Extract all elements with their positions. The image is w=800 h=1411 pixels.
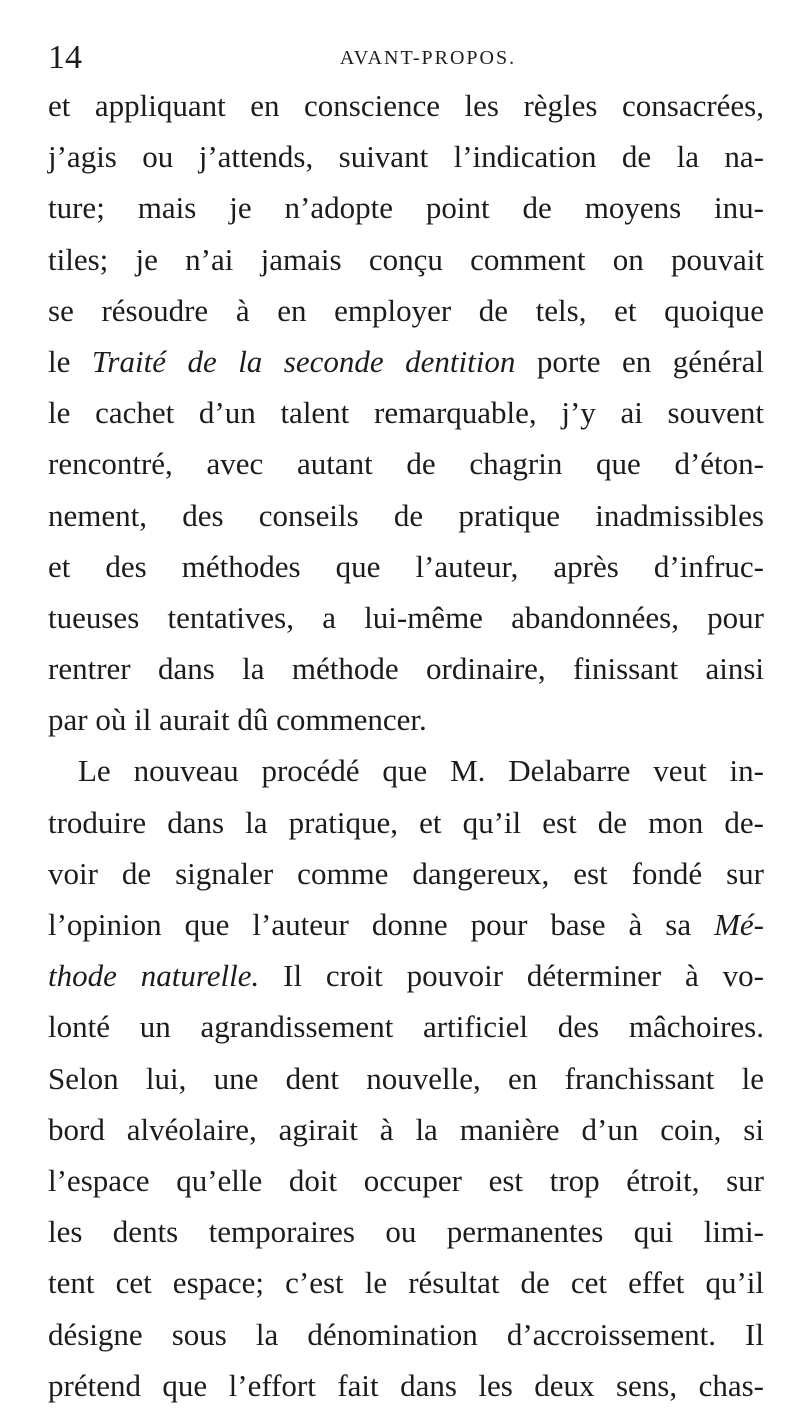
text-run: Le nouveau procédé que M. Delabarre veut in- <box>78 753 764 789</box>
text-line <box>48 592 764 643</box>
text-line <box>48 387 764 438</box>
text-line <box>48 336 764 387</box>
text-line <box>48 1360 764 1411</box>
text-line <box>48 182 764 233</box>
text-run: Il croit pouvoir déterminer à vo- <box>259 958 764 994</box>
text-run: nement, des conseils de pratique inadmissibles <box>48 497 764 533</box>
text-run: tueuses tentatives, a lui-même abandonnées, pour <box>48 599 764 635</box>
text-line <box>48 643 764 694</box>
text-run: l’opinion que l’auteur donne pour base à sa <box>48 907 715 942</box>
text-run: bord alvéolaire, agirait à la manière d’un coin, si <box>48 1111 764 1147</box>
text-line <box>48 848 764 899</box>
text-line <box>48 797 764 848</box>
text-run: tiles; je n’ai jamais conçu comment on pouvait <box>48 241 764 277</box>
text-line <box>48 1155 764 1206</box>
text-line <box>48 1001 764 1052</box>
text-run: et appliquant en conscience les règles consacrées, <box>48 88 764 123</box>
text-run: par où il aurait dû commencer. <box>48 702 427 738</box>
italic-text: thode naturelle. <box>48 958 260 994</box>
text-run: tent cet espace; c’est le résultat de cet effet qu’il <box>48 1265 764 1301</box>
text-line <box>48 234 764 285</box>
text-line <box>48 1309 764 1360</box>
text-line <box>48 285 764 336</box>
running-head <box>48 38 768 78</box>
text-run: voir de signaler comme dangereux, est fondé sur <box>48 855 764 891</box>
text-run: rentrer dans la méthode ordinaire, finissant ainsi <box>48 651 764 687</box>
text-run: le <box>48 343 92 379</box>
text-run: désigne sous la dénomination d’accroissement. Il <box>48 1316 764 1352</box>
text-line <box>48 899 764 950</box>
text-line <box>48 1206 764 1257</box>
text-run: Selon lui, une dent nouvelle, en franchissant le <box>48 1060 764 1096</box>
text-line <box>48 490 764 541</box>
text-run: j’agis ou j’attends, suivant l’indication de la na- <box>48 139 764 175</box>
text-run: ture; mais je n’adopte point de moyens inu- <box>48 190 764 226</box>
text-run: le cachet d’un talent remarquable, j’y ai souvent <box>48 395 764 431</box>
text-run: les dents temporaires ou permanentes qui limi- <box>48 1214 764 1250</box>
body-text <box>48 80 764 1411</box>
text-line <box>48 1257 764 1308</box>
text-run: et des méthodes que l’auteur, après d’infruc- <box>48 548 764 584</box>
text-run: troduire dans la pratique, et qu’il est de mon de- <box>48 804 764 840</box>
text-run: l’espace qu’elle doit occuper est trop étroit, sur <box>48 1162 764 1198</box>
text-line <box>48 694 764 745</box>
running-title: AVANT-PROPOS. <box>339 47 517 69</box>
text-line <box>48 131 764 182</box>
text-run: se résoudre à en employer de tels, et quoique <box>48 292 764 328</box>
text-line <box>48 950 764 1001</box>
text-line <box>48 438 764 489</box>
italic-text: Mé- <box>714 907 764 942</box>
text-line <box>48 541 764 592</box>
text-run: prétend que l’effort fait dans les deux sens, chas- <box>48 1367 764 1403</box>
text-run: lonté un agrandissement artificiel des mâchoires. <box>48 1009 764 1045</box>
text-line <box>48 745 764 796</box>
italic-text: Traité de la seconde dentition <box>91 343 516 379</box>
text-run: porte en général <box>515 343 765 379</box>
text-run: rencontré, avec autant de chagrin que d’éton- <box>48 446 764 482</box>
page-number: 14 <box>48 39 82 76</box>
text-line <box>48 80 764 131</box>
text-line <box>48 1104 764 1155</box>
text-line <box>48 1053 764 1104</box>
